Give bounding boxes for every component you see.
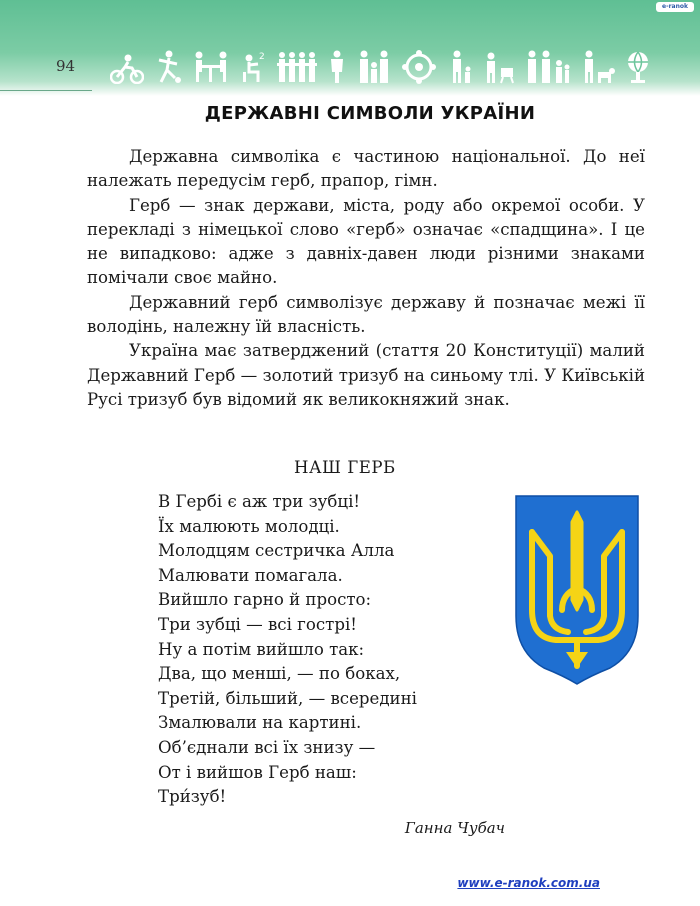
poem-line: Малювати помагала. (158, 565, 343, 585)
page-title: ДЕРЖАВНІ СИМВОЛИ УКРАЇНИ (204, 103, 536, 124)
people-in-circle-icon (402, 50, 436, 84)
poem-line: Молодцям сестричка Алла (158, 541, 395, 561)
header-icon-strip (110, 44, 650, 84)
poem-line: Об’єднали всі їх знизу — (158, 737, 376, 757)
person-with-child-icon (447, 50, 473, 84)
family-walking-icon (526, 50, 570, 84)
people-at-table-icon (192, 50, 230, 84)
page-number: 94 (56, 57, 76, 75)
website-link[interactable]: www.e-ranok.com.ua (457, 876, 600, 890)
poem-line: Вийшло гарно й просто: (158, 590, 372, 610)
person-reading-icon (240, 50, 266, 84)
person-kicking-ball-icon (155, 50, 181, 84)
person-standing-icon (328, 50, 346, 84)
paragraph: Герб — знак держави, міста, роду або окремої особи. У перекладі з німецької слово «герб» означає «спадщина». І це не випадково: адже з давніх-давен люди різними знаками помічали своє майно. (87, 195, 645, 288)
poem-author: Ганна Чубач (404, 819, 505, 837)
poem (158, 490, 498, 810)
article-body (87, 145, 645, 412)
poem-title: НАШ ГЕРБ (294, 458, 396, 477)
coat-of-arms-trident-icon (510, 492, 644, 686)
poem-line: Три зубці — всі гострі! (158, 614, 357, 634)
poem-line: Ну а потім вийшло так: (158, 639, 365, 659)
paragraph: Державна символіка є частиною національної. До неї належать передусім герб, прапор, гімн. (87, 147, 645, 191)
person-biking-icon (110, 54, 144, 84)
person-at-easel-icon (483, 50, 515, 84)
poem-line: Третій, більший, — всередині (158, 688, 417, 708)
publisher-badge: e-ranok (656, 2, 694, 12)
family-icon (357, 50, 391, 84)
svg-text:2: 2 (259, 52, 266, 62)
poem-line: Три́зуб! (158, 787, 227, 807)
poem-line: От і вийшов Герб наш: (158, 762, 357, 782)
paragraph: Державний герб символізує державу й позначає межі її володінь, належну їй власність. (87, 292, 645, 337)
group-of-people-icon (277, 50, 317, 84)
page-number-rule (0, 90, 92, 91)
poem-line: Їх малюють молодці. (158, 516, 340, 536)
poem-line: В Гербі є аж три зубці! (158, 492, 361, 511)
poem-line: Два, що менші, — по боках, (158, 664, 401, 684)
globe-icon (626, 50, 650, 84)
poem-line: Змалювали на картині. (158, 713, 362, 733)
paragraph: Україна має затверджений (стаття 20 Конституції) малий Державний Герб — золотий тризуб на синьому тлі. У Київській Русі тризуб був відомий як великокняжий знак. (87, 341, 645, 409)
person-with-dog-icon (581, 50, 615, 84)
